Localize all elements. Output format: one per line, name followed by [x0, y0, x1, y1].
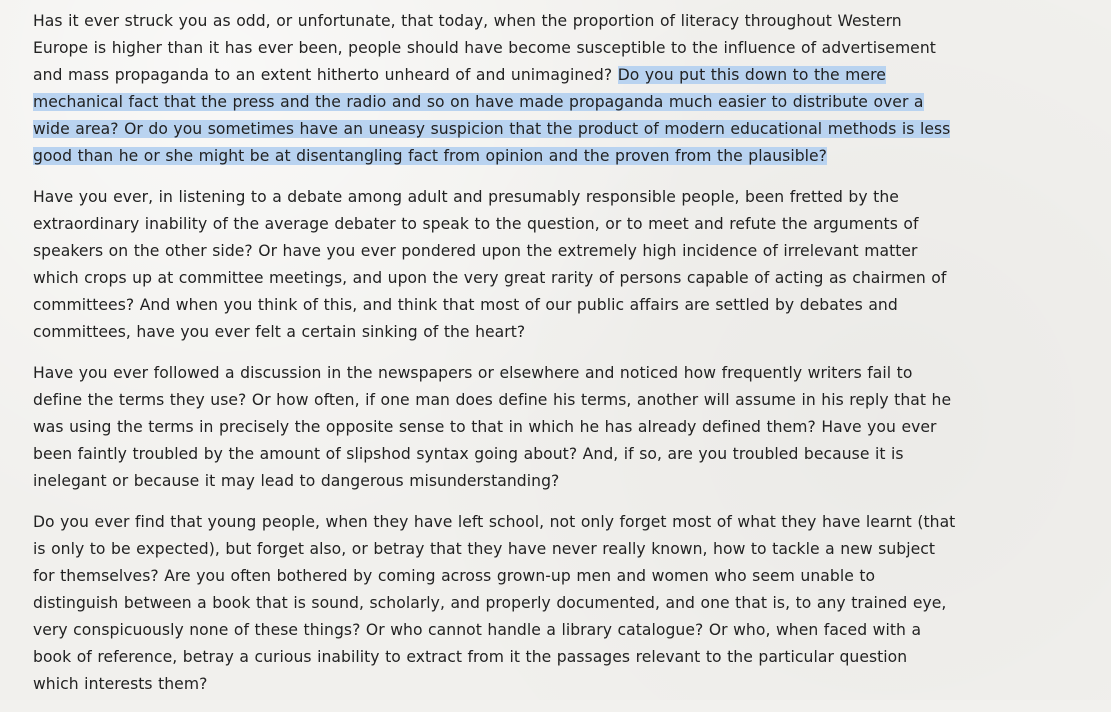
- paragraph-4[interactable]: Do you ever find that young people, when they have left school, not only forget most of what they have learnt (that is only to be expected), but forget also, or betray that they have never really known, how to tackle a new subject for themselves? Are you often bothered by coming across grown-up men and women who seem unable to distinguish between a book that is sound, scholarly, and properly documented, and one that is, to any trained eye, very conspicuously none of these things? Or who cannot handle a library catalogue? Or who, when faced with a book of reference, betray a curious inability to extract from it the passages relevant to the particular question which interests them?: [33, 513, 956, 693]
- paragraph-2[interactable]: Have you ever, in listening to a debate among adult and presumably responsible people, been fretted by the extraordinary inability of the average debater to speak to the question, or to meet and refute the arguments of speakers on the other side? Or have you ever pondered upon the extremely high incidence of irrelevant matter which crops up at committee meetings, and upon the very great rarity of persons capable of acting as chairmen of committees? And when you think of this, and think that most of our public affairs are settled by debates and committees, have you ever felt a certain sinking of the heart?: [33, 188, 947, 341]
- document-body: [33, 8, 958, 712]
- paragraph-1-unselected-text[interactable]: Has it ever struck you as odd, or unfortunate, that today, when the proportion of literacy throughout Western Europe is higher than it has ever been, people should have become susceptible to the influence of advertisement and mass propaganda to an extent hitherto unheard of and unimagined?: [33, 12, 936, 84]
- selected-text-highlight[interactable]: Do you put this down to the mere mechanical fact that the press and the radio and so on have made propaganda much easier to distribute over a wide area? Or do you sometimes have an uneasy suspicion that the product of modern educational methods is less good than he or she might be at disentangling fact from opinion and the proven from the plausible?: [33, 66, 951, 165]
- paragraph-3[interactable]: Have you ever followed a discussion in the newspapers or elsewhere and noticed how frequently writers fail to define the terms they use? Or how often, if one man does define his terms, another will assume in his reply that he was using the terms in precisely the opposite sense to that in which he has already defined them? Have you ever been faintly troubled by the amount of slipshod syntax going about? And, if so, are you troubled because it is inelegant or because it may lead to dangerous misunderstanding?: [33, 364, 952, 490]
- paragraph-1[interactable]: [33, 8, 958, 170]
